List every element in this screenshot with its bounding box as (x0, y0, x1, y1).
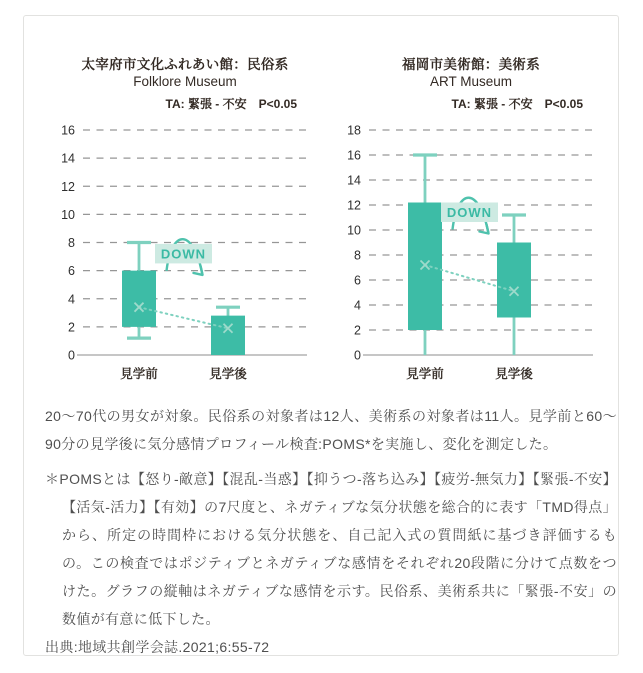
down-badge-label: DOWN (160, 246, 207, 262)
y-tick-label: 18 (347, 123, 361, 138)
folklore-stat-label: TA: 緊張 - 不安 P<0.05 (165, 97, 297, 111)
y-tick-label: 12 (347, 198, 361, 213)
y-tick-label: 16 (347, 148, 361, 163)
y-tick-label: 8 (68, 236, 75, 250)
y-tick-label: 0 (68, 348, 75, 363)
y-tick-label: 16 (61, 123, 75, 138)
category-label: 見学後 (495, 367, 533, 381)
art-chart-subtitle: ART Museum (429, 74, 513, 89)
box (211, 316, 245, 355)
y-tick-label: 10 (61, 207, 75, 222)
footnote-marker: ＊ (45, 471, 60, 487)
art-stat-label: TA: 緊張 - 不安 P<0.05 (451, 97, 583, 111)
art-chart-title: 福岡市美術館：美術系 (402, 57, 540, 72)
folklore-chart-subtitle: Folklore Museum (133, 74, 237, 89)
study-description: 20〜70代の男女が対象。民俗系の対象者は12人、美術系の対象者は11人。見学前と60〜90分の見学後に気分感情プロフィール検査:POMS*を実施し、変化を測定した。 (45, 408, 617, 452)
y-tick-label: 10 (347, 223, 361, 238)
down-badge-label: DOWN (446, 205, 493, 220)
footnote-text: POMSとは【怒り-敵意】【混乱-当惑】【抑うつ-落ち込み】【疲労-無気力】【緊張-不安】【活気-活力】【有効】の7尺度と、ネガティブな気分状態を総合的に表す「TMD得点」から、所定の時間枠における気分状態を、自己記入式の質問紙に基づき評価するもの。この検査ではポジティブとネガティブな感情をそれぞれ20段階に分けて点数をつけた。グラフの縦軸はネガティブな感情を示す。民俗系、美術系共に「緊張-不安」の数値が有意に低下した。 (59, 471, 617, 627)
figure-card (23, 15, 619, 656)
y-tick-label: 4 (354, 298, 361, 313)
art-chart (331, 56, 611, 393)
source-citation: 出典:地域共創学会誌.2021;6:55-72 (45, 639, 270, 655)
y-tick-label: 14 (61, 151, 75, 166)
down-arrow-head (480, 225, 489, 234)
category-label: 見学後 (209, 367, 247, 381)
folklore-chart-title: 太宰府市文化ふれあい館：民俗系 (81, 57, 289, 72)
y-tick-label: 0 (354, 348, 361, 363)
y-tick-label: 2 (68, 320, 75, 335)
art-boxplot-svg (331, 118, 611, 393)
y-tick-label: 2 (354, 323, 361, 338)
box (122, 271, 156, 327)
category-label: 見学前 (120, 367, 158, 381)
caption-block (45, 402, 617, 661)
y-tick-label: 8 (354, 248, 361, 263)
y-tick-label: 6 (68, 264, 75, 279)
folklore-boxplot-svg (45, 118, 325, 393)
y-tick-label: 14 (347, 173, 361, 188)
box (497, 243, 531, 318)
category-label: 見学前 (406, 367, 444, 381)
y-tick-label: 6 (354, 273, 361, 288)
folklore-chart (45, 56, 325, 393)
y-tick-label: 12 (61, 179, 75, 194)
y-tick-label: 4 (68, 292, 75, 307)
poms-footnote (45, 465, 617, 633)
